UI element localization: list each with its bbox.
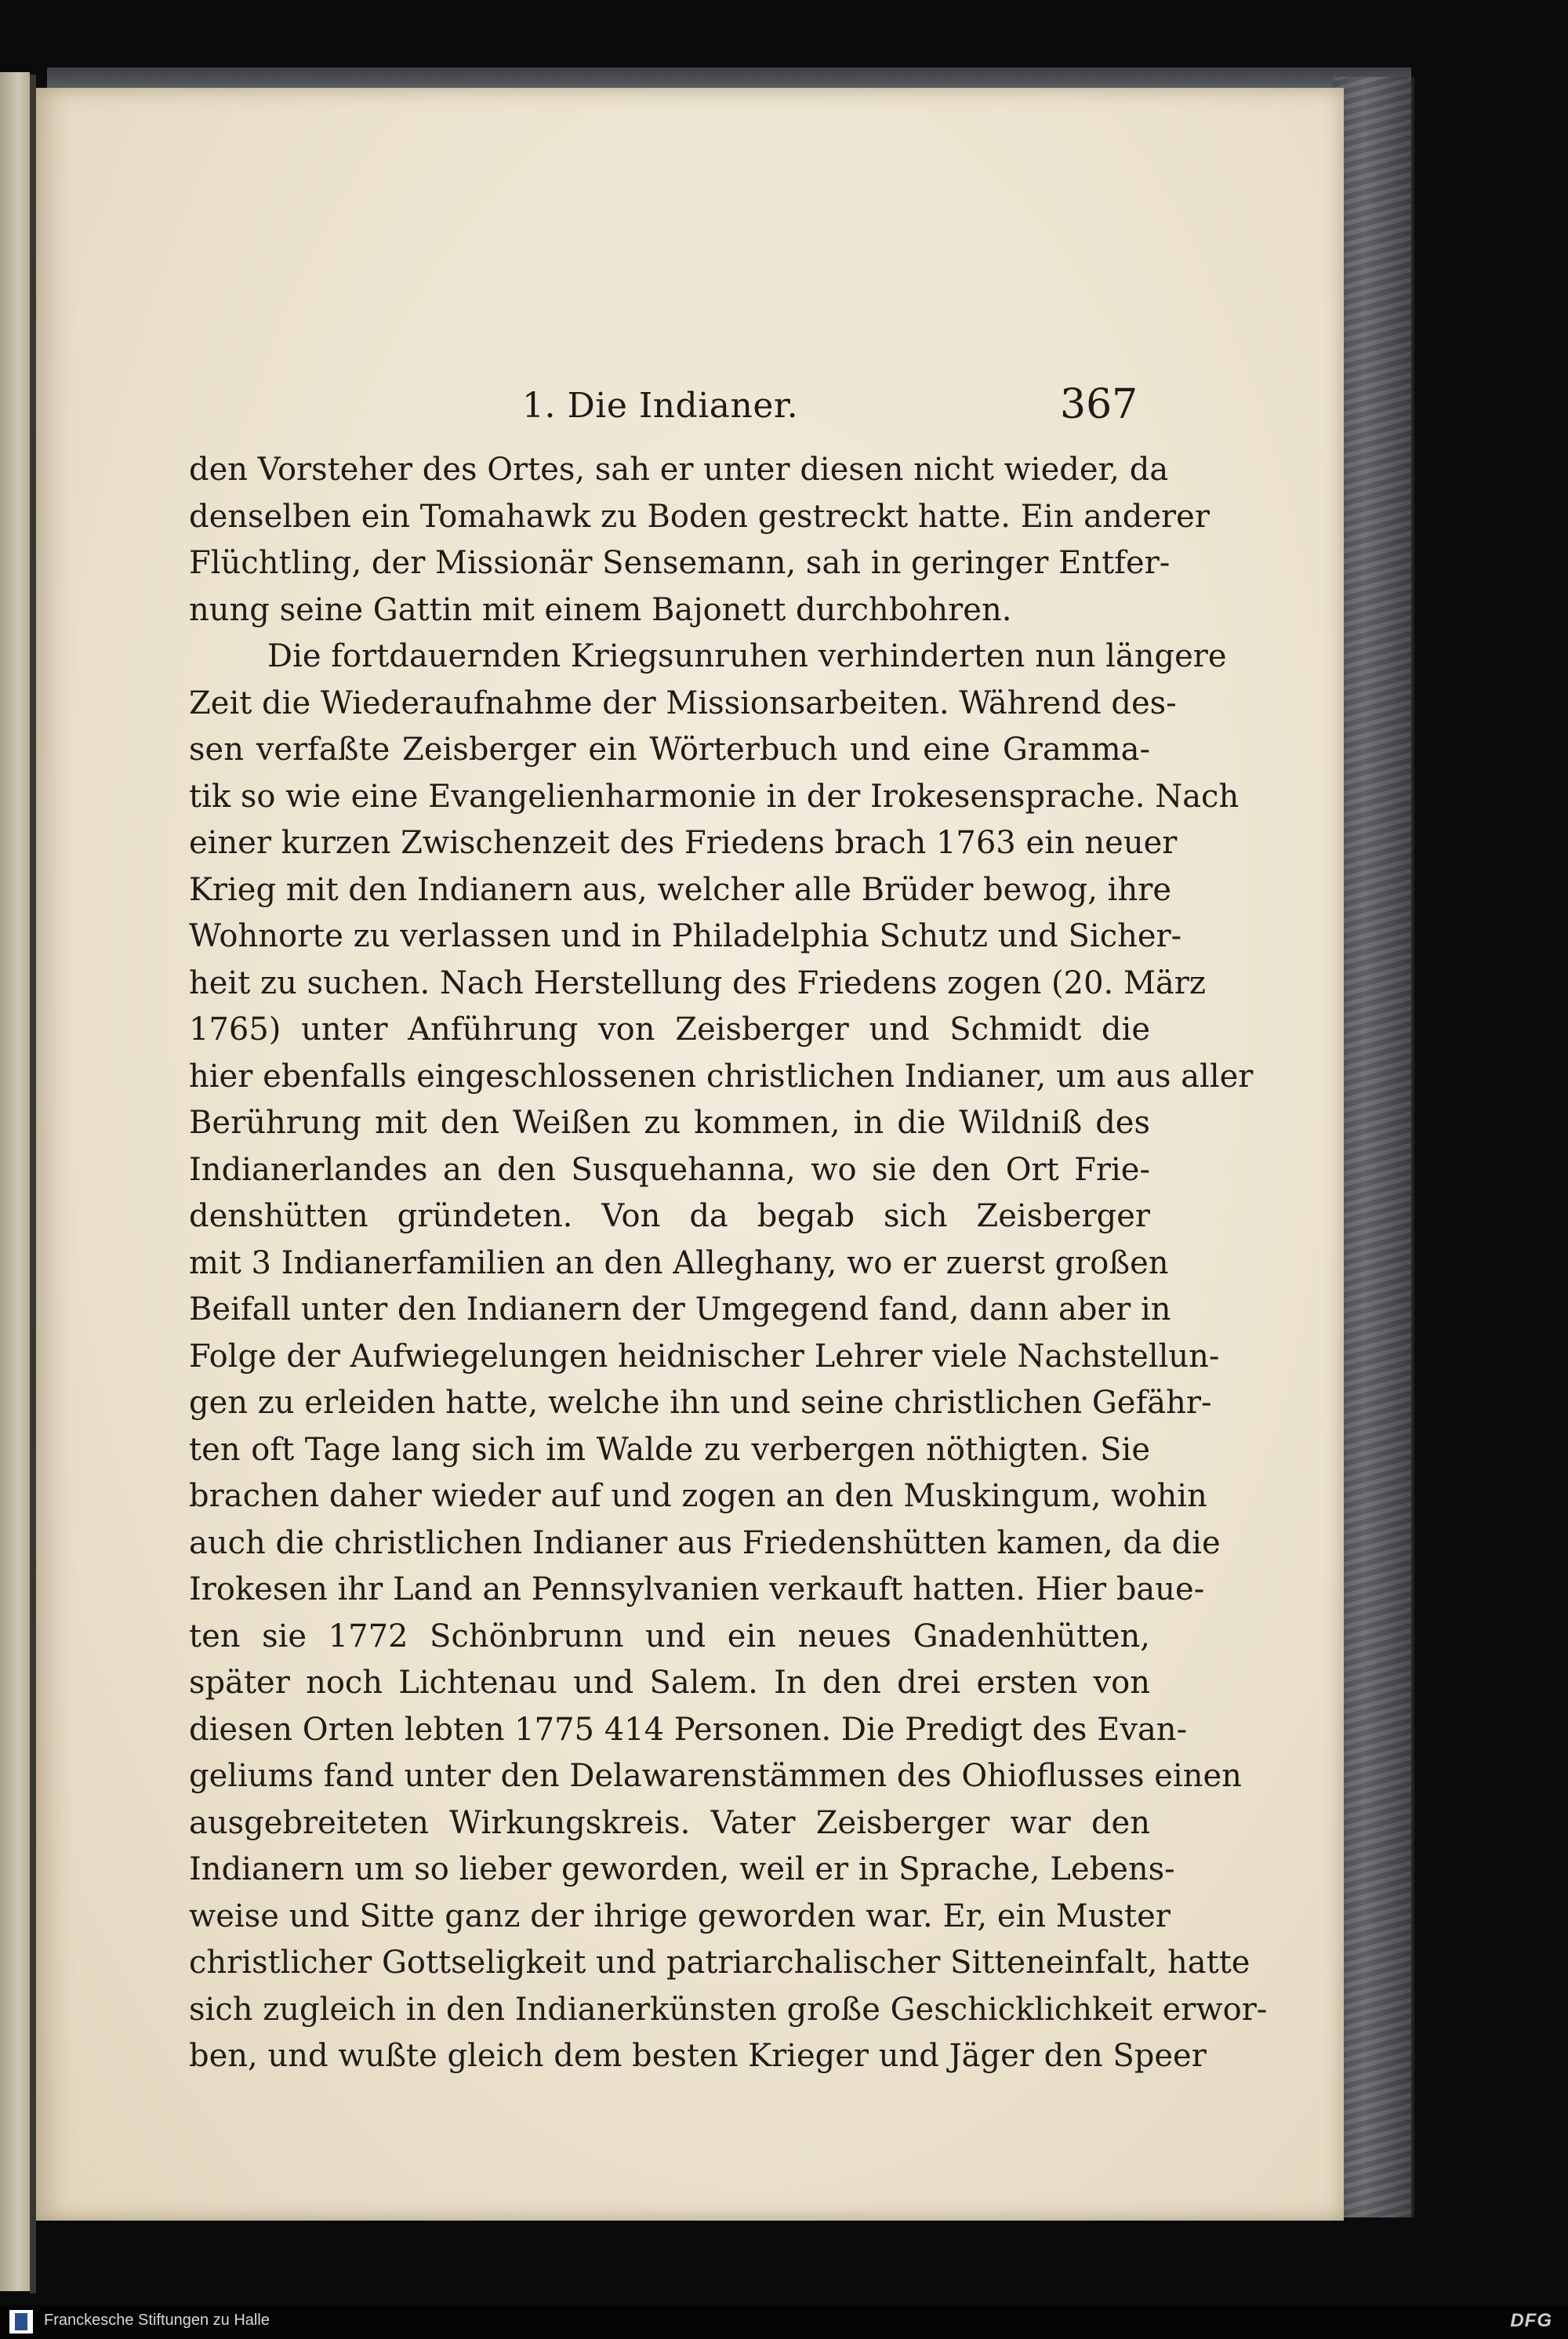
body-text: [189, 447, 1268, 2080]
text-line: diesen Orten lebten 1775 414 Personen. Die Predigt des Evan-: [189, 1711, 1188, 1748]
text-line: christlicher Gottseligkeit und patriarchalischer Sitteneinfalt, hatte: [189, 1945, 1250, 1981]
text-line: Indianern um so lieber geworden, weil er in Sprache, Lebens-: [189, 1851, 1175, 1887]
book-spine: [30, 74, 36, 2294]
text-line: sich zugleich in den Indianerkünsten große Geschicklichkeit erwor-: [189, 1991, 1268, 2028]
text-line: Indianerlandes an den Susquehanna, wo sie den Ort Frie-: [189, 1151, 1150, 1188]
text-line: Wohnorte zu verlassen und in Philadelphia Schutz und Sicher-: [189, 918, 1182, 954]
text-line: Zeit die Wiederaufnahme der Missionsarbeiten. Während des-: [189, 685, 1177, 721]
text-line: heit zu suchen. Nach Herstellung des Friedens zogen (20. März: [189, 964, 1206, 1001]
text-line: Krieg mit den Indianern aus, welcher alle Brüder bewog, ihre: [189, 871, 1172, 908]
text-line: nung seine Gattin mit einem Bajonett durchbohren.: [189, 591, 1012, 628]
text-line: Irokesen ihr Land an Pennsylvanien verkauft hatten. Hier baue-: [189, 1571, 1205, 1607]
institution-name: Franckesche Stiftungen zu Halle: [44, 2312, 270, 2329]
text-line: tik so wie eine Evangelienharmonie in der Irokesensprache. Nach: [189, 778, 1240, 815]
text-line: Folge der Aufwiegelungen heidnischer Lehrer viele Nachstellun-: [189, 1338, 1220, 1375]
text-line: gen zu erleiden hatte, welche ihn und seine christlichen Gefähr-: [189, 1385, 1212, 1421]
text-line: denselben ein Tomahawk zu Boden gestreckt hatte. Ein anderer: [189, 498, 1210, 535]
funder-logo: DFG: [1510, 2310, 1552, 2331]
text-line: ausgebreiteten Wirkungskreis. Vater Zeisberger war den: [189, 1804, 1150, 1841]
text-line: ten sie 1772 Schönbrunn und ein neues Gnadenhütten,: [189, 1618, 1150, 1654]
text-line: auch die christlichen Indianer aus Friedenshütten kamen, da die: [189, 1524, 1221, 1561]
text-line: Flüchtling, der Missionär Sensemann, sah in geringer Entfer-: [189, 545, 1171, 581]
facing-page-edge: [0, 72, 30, 2291]
text-line: geliums fand unter den Delawarenstämmen des Ohioflusses einen: [189, 1758, 1242, 1794]
book-page: [36, 88, 1344, 2221]
book-cover-top-edge: [47, 67, 1411, 89]
text-line: weise und Sitte ganz der ihrige geworden war. Er, ein Muster: [189, 1898, 1171, 1934]
text-line: später noch Lichtenau und Salem. In den drei ersten von: [189, 1665, 1150, 1701]
book-cover-board: [1333, 77, 1414, 2217]
footer-bar: [0, 2305, 1568, 2339]
text-line: denshütten gründeten. Von da begab sich Zeisberger: [189, 1198, 1150, 1234]
text-line: 1765) unter Anführung von Zeisberger und Schmidt die: [189, 1012, 1150, 1048]
chapter-heading: 1. Die Indianer.: [522, 386, 799, 426]
page-number: 367: [1060, 381, 1138, 428]
text-line: brachen daher wieder auf und zogen an den Muskingum, wohin: [189, 1478, 1207, 1514]
text-line: ten oft Tage lang sich im Walde zu verbergen nöthigten. Sie: [189, 1431, 1150, 1468]
text-line: Die fortdauernden Kriegsunruhen verhinderten nun längere: [267, 638, 1227, 674]
text-line: einer kurzen Zwischenzeit des Friedens brach 1763 ein neuer: [189, 825, 1178, 861]
text-line: mit 3 Indianerfamilien an den Alleghany, wo er zuerst großen: [189, 1244, 1169, 1281]
text-line: den Vorsteher des Ortes, sah er unter diesen nicht wieder, da: [189, 452, 1169, 488]
text-line: ben, und wußte gleich dem besten Krieger und Jäger den Speer: [189, 2038, 1207, 2074]
running-head: [36, 381, 1344, 441]
text-line: Beifall unter den Indianern der Umgegend fand, dann aber in: [189, 1291, 1171, 1327]
text-line: sen verfaßte Zeisberger ein Wörterbuch und eine Gramma-: [189, 732, 1150, 768]
text-line: hier ebenfalls eingeschlossenen christlichen Indianer, um aus aller: [189, 1058, 1254, 1095]
text-line: Berührung mit den Weißen zu kommen, in die Wildniß des: [189, 1105, 1150, 1141]
institution-logo-icon: [9, 2310, 33, 2334]
